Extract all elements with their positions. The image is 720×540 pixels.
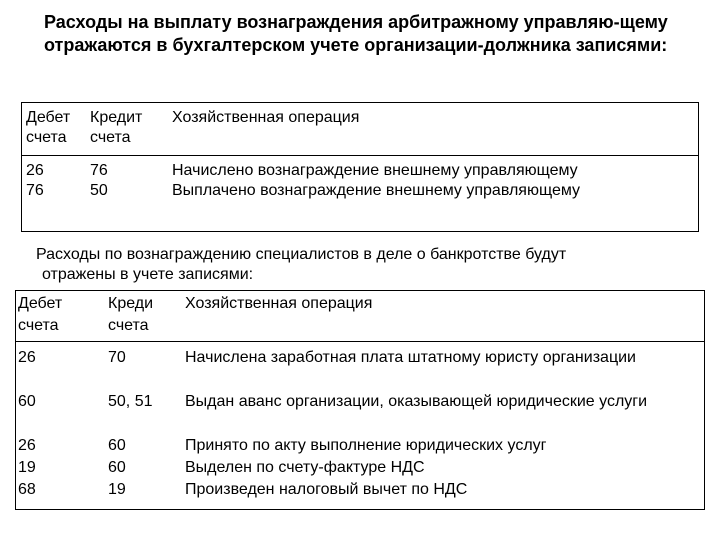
heading-specialist-fees (36, 245, 706, 285)
heading-specialist-fees-line1: Расходы по вознаграждению специалистов в деле о банкротстве будут (36, 246, 567, 263)
table-row-2-debit: 76 (26, 182, 44, 199)
table-row-2-operation: Выдан аванс организации, оказывающей юридические услуги (185, 393, 648, 410)
header-credit-line2: счета (108, 317, 149, 334)
header-credit-line2: счета (90, 129, 131, 146)
header-debit (18, 293, 62, 337)
heading-accounting-entries: Расходы на выплату вознаграждения арбитражному управляю-щему отражаются в бухгалтерском учете организации-должника записями: (44, 12, 668, 55)
table-row-5-debit: 68 (18, 481, 36, 498)
header-credit-line1: Кредит (90, 109, 143, 126)
table-manager-fee-entries (21, 102, 699, 232)
table-row-1-debit: 26 (26, 162, 44, 179)
table-row-4-credit: 60 (108, 459, 126, 476)
table-row-4-operation: Выделен по счету-фактуре НДС (185, 459, 425, 476)
table-row-4-debit: 19 (18, 459, 36, 476)
table-header (16, 291, 704, 342)
table-row-3-operation: Принято по акту выполнение юридических услуг (185, 437, 547, 454)
header-credit (108, 293, 153, 337)
table-row-1-operation: Начислено вознаграждение внешнему управляющему (172, 162, 578, 179)
header-credit (90, 108, 142, 148)
header-debit-line1: Дебет (18, 295, 63, 312)
header-debit-line2: счета (26, 129, 67, 146)
heading-specialist-fees-line2: отражены в учете записями: (42, 266, 254, 283)
table-row-5-operation: Произведен налоговый вычет по НДС (185, 481, 468, 498)
table-row-1-credit: 76 (90, 162, 108, 179)
table-row-2-operation: Выплачено вознаграждение внешнему управляющему (172, 182, 581, 199)
header-operation: Хозяйственная операция (185, 295, 373, 312)
table-row-1-debit: 26 (18, 349, 36, 366)
header-debit-line2: счета (18, 317, 59, 334)
table-row-2-credit: 50, 51 (108, 393, 153, 410)
table-row-2-credit: 50 (90, 182, 108, 199)
header-debit-line1: Дебет (26, 109, 71, 126)
table-row-5-credit: 19 (108, 481, 126, 498)
header-credit-line1: Креди (108, 295, 154, 312)
table-row-1-operation: Начислена заработная плата штатному юристу организации (185, 349, 636, 366)
table-row-1-credit: 70 (108, 349, 126, 366)
table-specialist-fee-entries (15, 290, 705, 510)
header-operation: Хозяйственная операция (172, 109, 360, 126)
header-debit (26, 108, 70, 148)
table-row-2-debit: 60 (18, 393, 36, 410)
table-row-3-debit: 26 (18, 437, 36, 454)
table-row-3-credit: 60 (108, 437, 126, 454)
table-header (22, 103, 698, 156)
